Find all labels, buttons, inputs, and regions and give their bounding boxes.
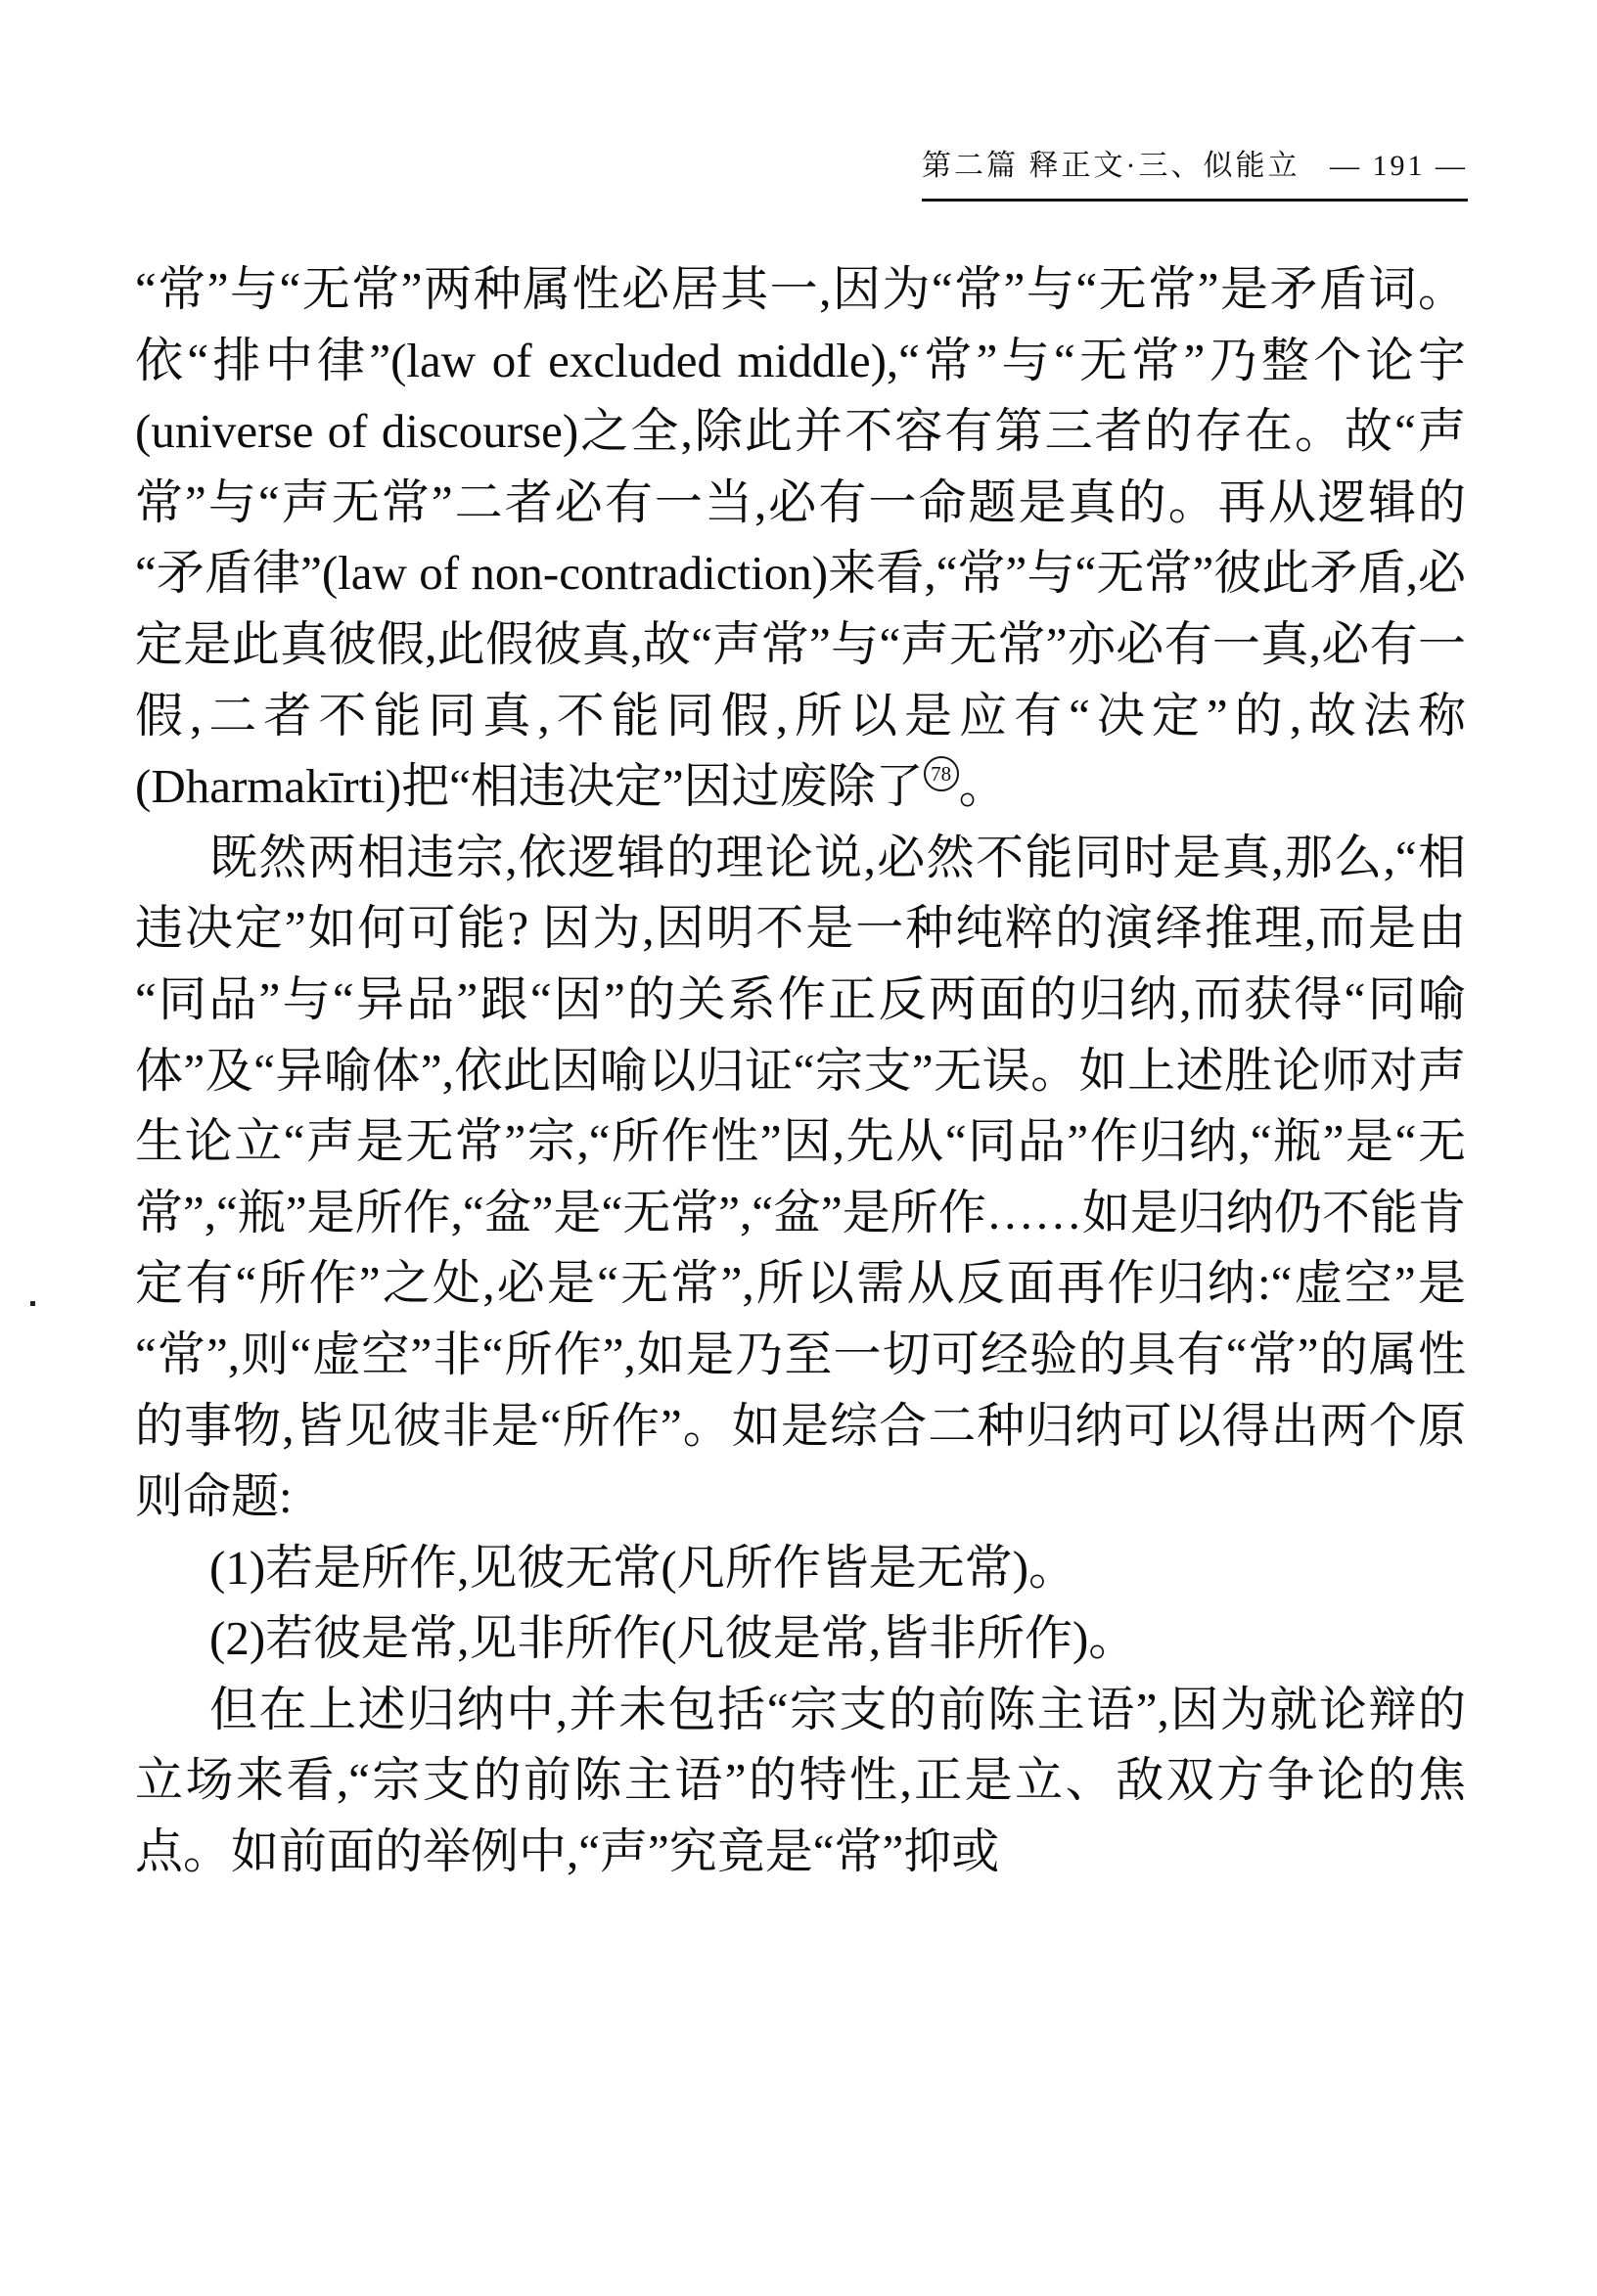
paragraph-3: 但在上述归纳中,并未包括“宗支的前陈主语”,因为就论辩的立场来看,“宗支的前陈主语”的特性,正是立、敌双方争论的焦点。如前面的举例中,“声”究竟是“常”抑或 <box>135 1682 1466 1879</box>
chapter-title: 第二篇 释正文·三、似能立 <box>922 150 1300 182</box>
page-number: — 191 — <box>1330 150 1468 182</box>
numbered-item-2-terminal: 。 <box>1088 1611 1137 1666</box>
scan-speck <box>30 1301 35 1306</box>
paragraph-1-terminal: 。 <box>958 759 1007 814</box>
numbered-item-1-terminal: 。 <box>1028 1540 1077 1595</box>
numbered-item-1-text: (1)若是所作,见彼无常 <box>209 1540 662 1595</box>
numbered-item-2-text: (2)若彼是常,见非所作 <box>209 1611 662 1666</box>
page-header <box>922 141 1468 202</box>
numbered-item-1 <box>135 1533 1466 1604</box>
page-body <box>135 254 1466 1888</box>
paragraph-1-text: “常”与“无常”两种属性必居其一,因为“常”与“无常”是矛盾词。依“排中律”(law of excluded middle),“常”与“无常”乃整个论宇(universe of discourse)之全,除此并不容有第三者的存在。故“声常”与“声无常”二者必有一当,必有一命题是真的。再从逻辑的“矛盾律”(law of non-contradiction)来看,“常”与“无常”彼此矛盾,必定是此真彼假,此假彼真,故“声常”与“声无常”亦必有一真,必有一假,二者不能同真,不能同假,所以是应有“决定”的,故法称(Dharmakīrti)把“相违决定”因过废除了 <box>135 262 1466 814</box>
numbered-item-1-gloss: (凡所作皆是无常) <box>661 1540 1029 1595</box>
paragraph-1 <box>135 254 1466 823</box>
numbered-item-2 <box>135 1603 1466 1675</box>
numbered-item-2-gloss: (凡彼是常,皆非所作) <box>661 1611 1089 1666</box>
paragraph-2: 既然两相违宗,依逻辑的理论说,必然不能同时是真,那么,“相违决定”如何可能? 因为,因明不是一种纯粹的演绎推理,而是由“同品”与“异品”跟“因”的关系作正反两面的归纳,而获得“同喻体”及“异喻体”,依此因喻以归证“宗支”无误。如上述胜论师对声生论立“声是无常”宗,“所作性”因,先从“同品”作归纳,“瓶”是“无常”,“瓶”是所作,“盆”是“无常”,“盆”是所作……如是归纳仍不能肯定有“所作”之处,必是“无常”,所以需从反面再作归纳:“虚空”是“常”,则“虚空”非“所作”,如是乃至一切可经验的具有“常”的属性的事物,皆见彼非是“所作”。如是综合二种归纳可以得出两个原则命题: <box>135 830 1466 1524</box>
footnote-marker-78: 78 <box>924 756 959 791</box>
header-rule <box>922 141 1468 202</box>
